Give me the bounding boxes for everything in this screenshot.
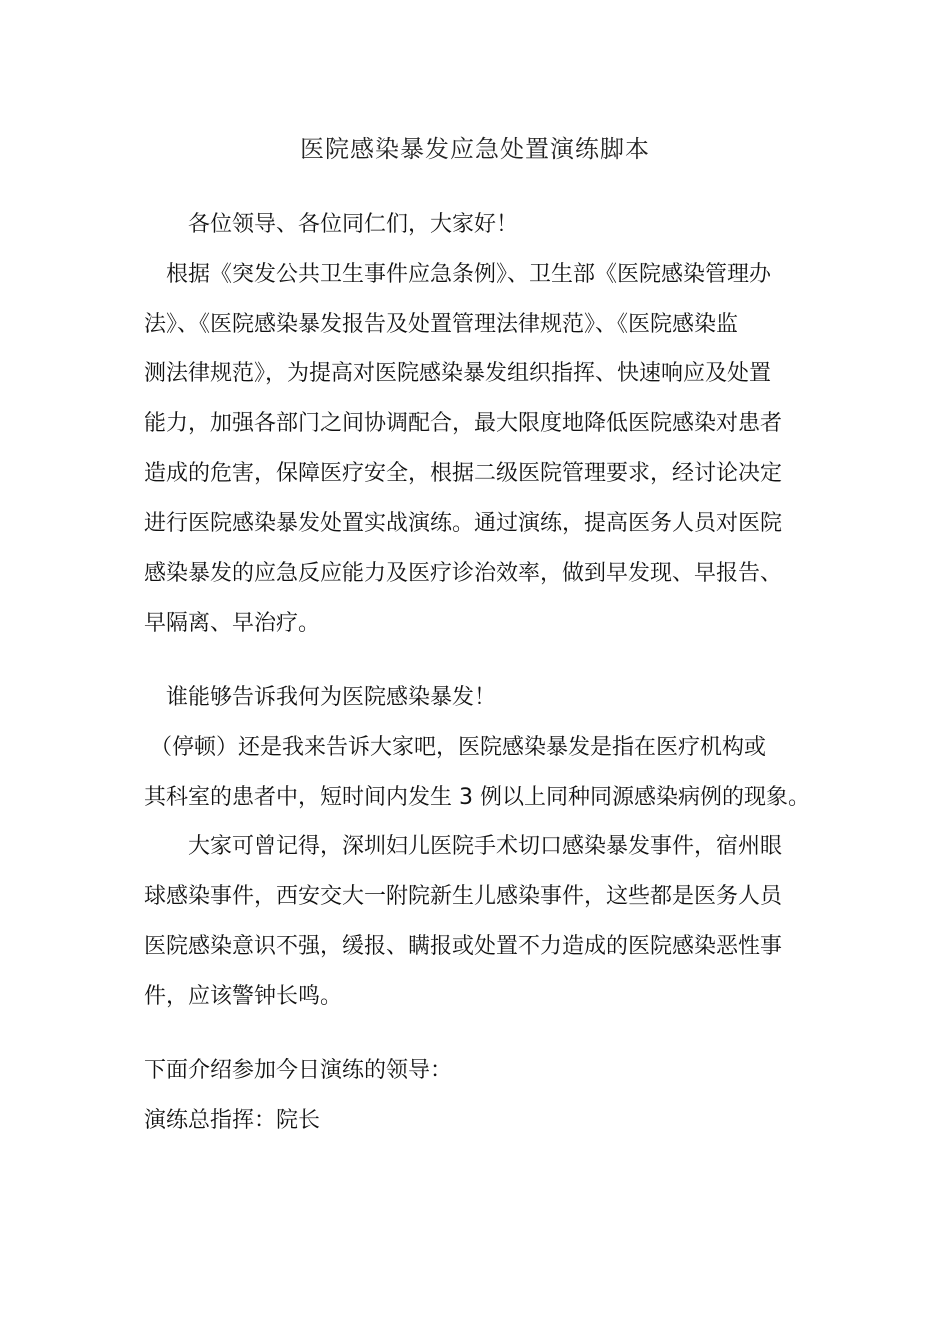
paragraph-line: （停顿）还是我来告诉大家吧，医院感染暴发是指在医疗机构或	[150, 735, 767, 760]
paragraph-line: 测法律规范》，为提高对医院感染暴发组织指挥、快速响应及处置	[144, 361, 772, 386]
paragraph-line: 医院感染意识不强，缓报、瞒报或处置不力造成的医院感染恶性事	[144, 934, 783, 959]
paragraph-line: 造成的危害，保障医疗安全，根据二级医院管理要求，经讨论决定	[144, 461, 783, 486]
paragraph-line: 能力，加强各部门之间协调配合，最大限度地降低医院感染对患者	[144, 411, 783, 436]
paragraph-line: 早隔离、早治疗。	[144, 611, 321, 636]
intro-line: 下面介绍参加今日演练的领导：	[144, 1058, 453, 1083]
paragraph-line: 感染暴发的应急反应能力及医疗诊治效率，做到早发现、早报告、	[144, 561, 783, 586]
paragraph-line: 球感染事件，西安交大一附院新生儿感染事件，这些都是医务人员	[144, 884, 783, 909]
paragraph-line: 法》、《医院感染暴发报告及处置管理法律规范》、《医院感染监	[144, 312, 739, 337]
question-line: 谁能够告诉我何为医院感染暴发！	[166, 685, 497, 710]
greeting-line: 各位领导、各位同仁们，大家好！	[188, 212, 519, 237]
paragraph-line: 其科室的患者中，短时间内发生 3 例以上同种同源感染病例的现象。	[144, 785, 810, 810]
paragraph-line: 大家可曾记得，深圳妇儿医院手术切口感染暴发事件，宿州眼	[188, 834, 783, 859]
paragraph-line: 进行医院感染暴发处置实战演练。通过演练，提高医务人员对医院	[144, 511, 783, 536]
paragraph-line: 根据《突发公共卫生事件应急条例》、卫生部《医院感染管理办	[166, 262, 772, 287]
commander-line: 演练总指挥：院长	[144, 1108, 321, 1133]
paragraph-line: 件，应该警钟长鸣。	[144, 984, 343, 1009]
document-title: 医院感染暴发应急处置演练脚本	[300, 135, 650, 163]
